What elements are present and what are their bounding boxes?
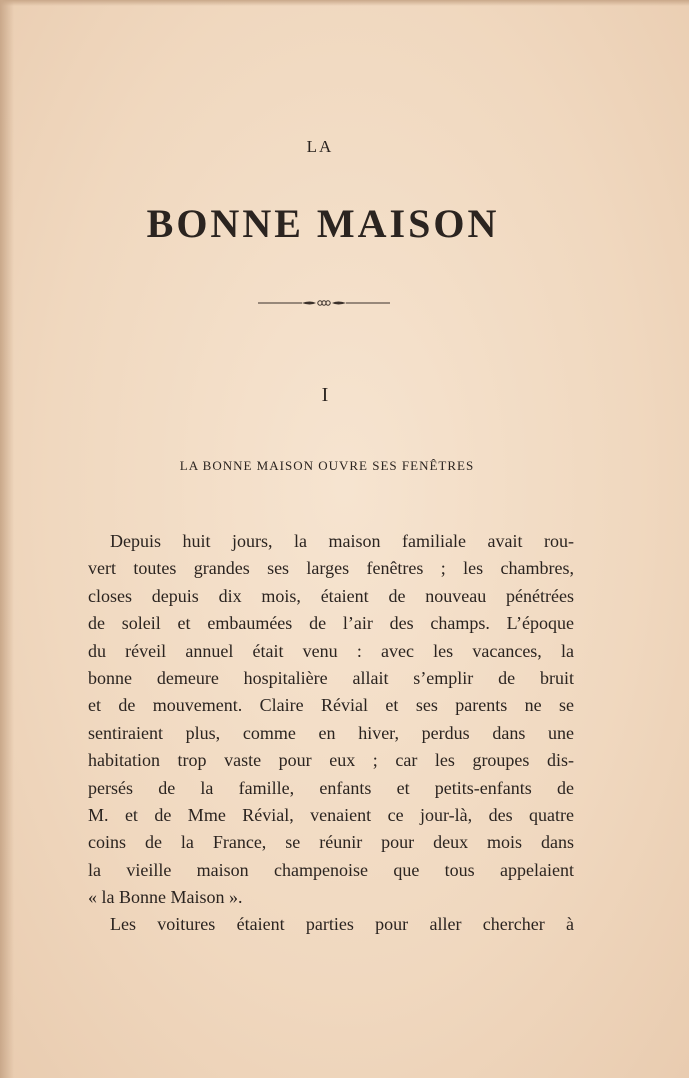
chapter-title: LA BONNE MAISON OUVRE SES FENÊTRES (179, 458, 475, 473)
body-text (88, 528, 574, 939)
text-line: la vieille maison champenoise que tous appelaient (88, 859, 574, 880)
text-line: bonne demeure hospitalière allait s’emplir de bruit (88, 667, 574, 688)
text-line: « la Bonne Maison ». (88, 887, 243, 908)
text-line: vert toutes grandes ses larges fenêtres ; les chambres, (88, 558, 574, 579)
text-line: sentiraient plus, comme en hiver, perdus dans une (88, 722, 574, 743)
text-line: persés de la famille, enfants et petits-enfants de (88, 777, 574, 798)
text-line: habitation trop vaste pour eux ; car les groupes dis- (88, 750, 574, 771)
text-line: coins de la France, se réunir pour deux mois dans (88, 832, 574, 853)
page-top-shadow (0, 0, 689, 6)
text-line: de soleil et embaumées de l’air des champs. L’époque (88, 613, 574, 634)
text-line: du réveil annuel était venu : avec les vacances, la (88, 640, 574, 661)
text-line: et de mouvement. Claire Révial et ses parents ne se (88, 695, 574, 716)
text-line: closes depuis dix mois, étaient de nouveau pénétrées (88, 585, 574, 606)
title-kicker: LA (306, 137, 334, 156)
chapter-number: I (321, 384, 329, 406)
text-line: M. et de Mme Révial, venaient ce jour-là, des quatre (88, 804, 574, 825)
page-edge-shadow (0, 0, 14, 1078)
ornament-divider-icon (258, 296, 390, 310)
text-line: Depuis huit jours, la maison familiale avait rou- (110, 531, 574, 551)
page-title: BONNE MAISON (146, 201, 500, 246)
text-line: Les voitures étaient parties pour aller chercher à (110, 914, 574, 935)
